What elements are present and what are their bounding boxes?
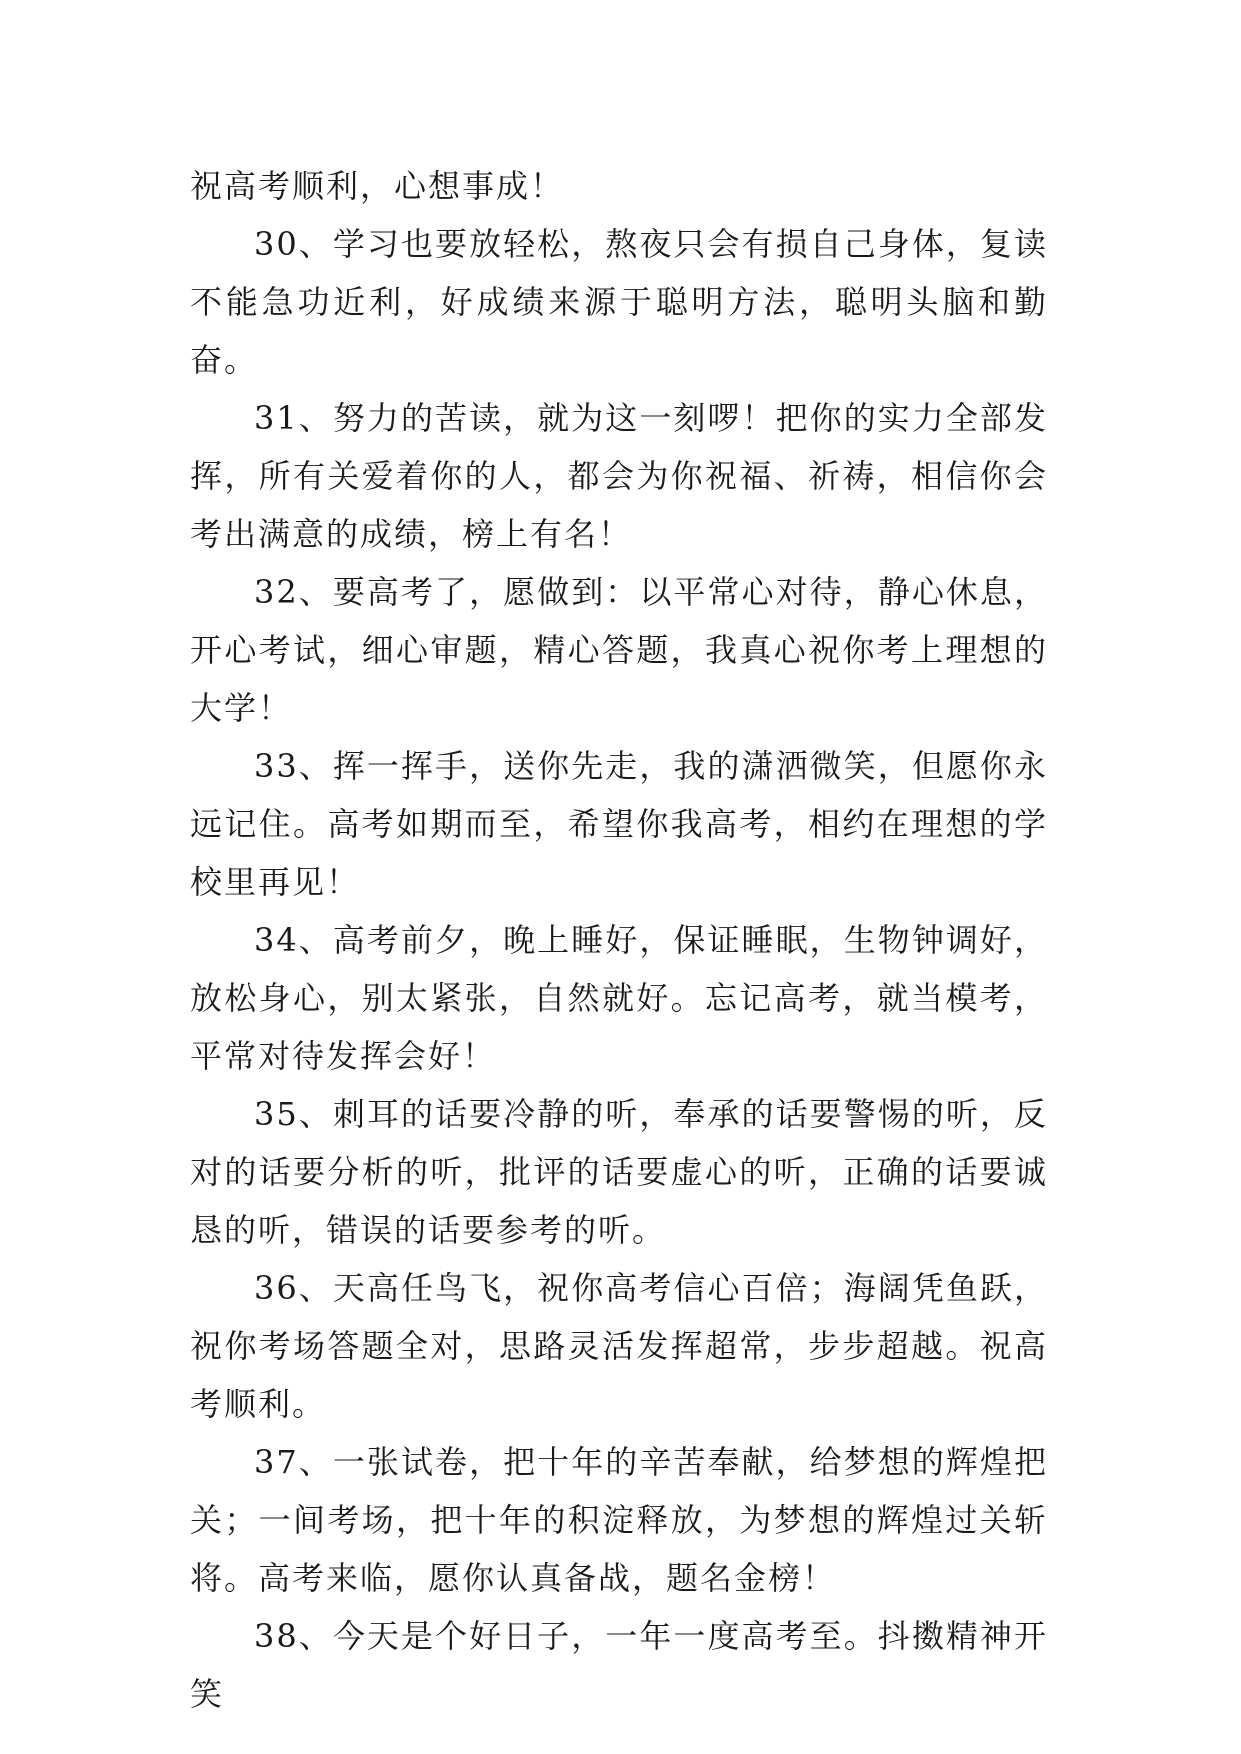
paragraph-0: 祝高考顺利，心想事成！ bbox=[190, 167, 565, 205]
paragraph-36: 36、天高任鸟飞，祝你高考信心百倍；海阔凭鱼跃，祝你考场答题全对，思路灵活发挥超常，步步超越。祝高考顺利。 bbox=[190, 1269, 1048, 1423]
paragraph-37: 37、一张试卷，把十年的辛苦奉献，给梦想的辉煌把关；一间考场，把十年的积淀释放，为梦想的辉煌过关斩将。高考来临，愿你认真备战，题名金榜！ bbox=[190, 1443, 1048, 1597]
paragraph-31: 31、努力的苦读，就为这一刻啰！把你的实力全部发挥，所有关爱着你的人，都会为你祝福、祈祷，相信你会考出满意的成绩，榜上有名！ bbox=[190, 399, 1048, 553]
paragraph-34: 34、高考前夕，晚上睡好，保证睡眠，生物钟调好，放松身心，别太紧张，自然就好。忘记高考，就当模考，平常对待发挥会好！ bbox=[190, 921, 1048, 1075]
paragraph-30: 30、学习也要放轻松，熬夜只会有损自己身体，复读不能急功近利，好成绩来源于聪明方法，聪明头脑和勤奋。 bbox=[190, 225, 1048, 379]
paragraph-35: 35、刺耳的话要冷静的听，奉承的话要警惕的听，反对的话要分析的听，批评的话要虚心的听，正确的话要诚恳的听，错误的话要参考的听。 bbox=[190, 1095, 1048, 1249]
paragraph-32: 32、要高考了，愿做到：以平常心对待，静心休息，开心考试，细心审题，精心答题，我真心祝你考上理想的大学！ bbox=[190, 573, 1048, 727]
document-body bbox=[190, 157, 1048, 1723]
paragraph-38: 38、今天是个好日子，一年一度高考至。抖擞精神开笑 bbox=[190, 1617, 1048, 1713]
paragraph-33: 33、挥一挥手，送你先走，我的潇洒微笑，但愿你永远记住。高考如期而至，希望你我高考，相约在理想的学校里再见！ bbox=[190, 747, 1048, 901]
